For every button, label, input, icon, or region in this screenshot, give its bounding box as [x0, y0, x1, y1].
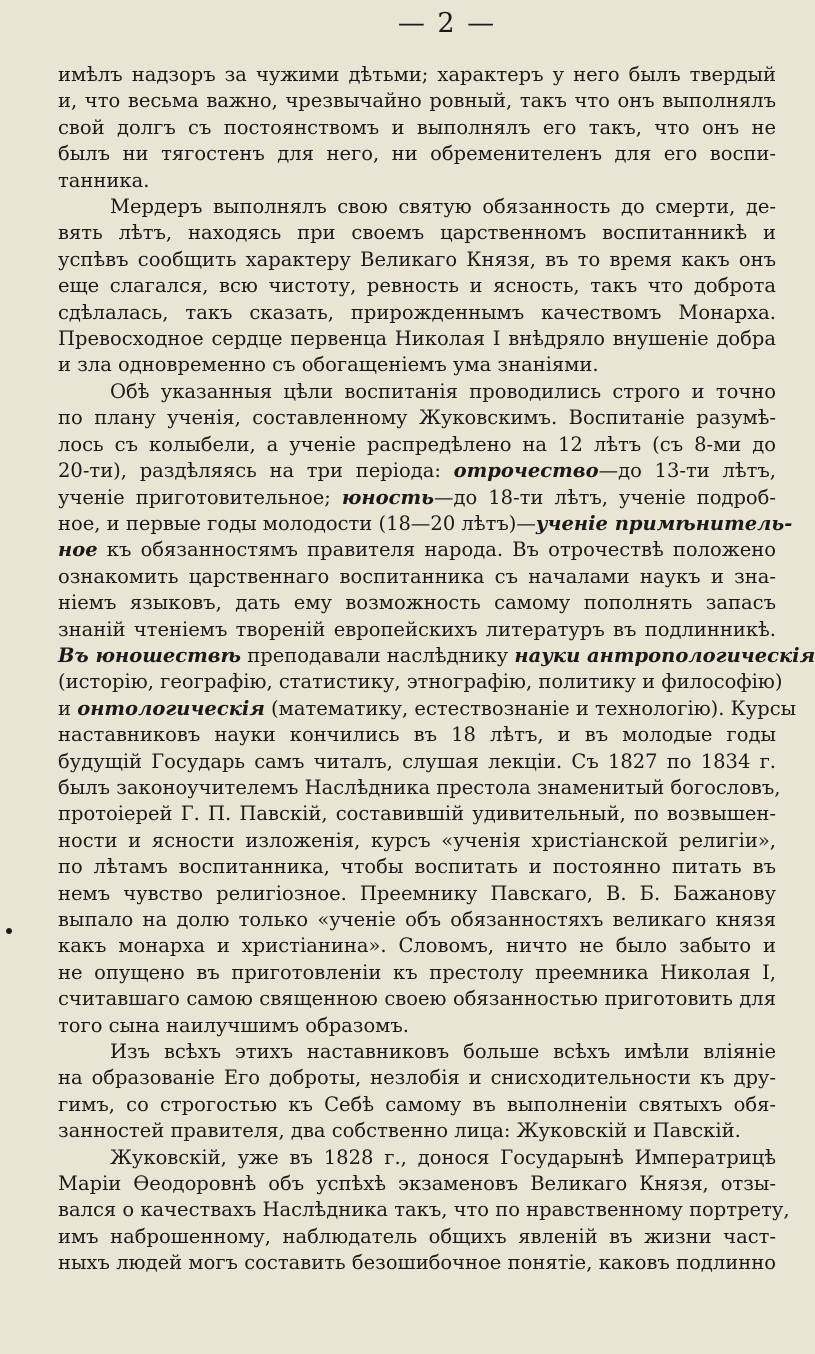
text-line [58, 801, 776, 827]
text-segment: ное, и первые годы молодости (18—20 лѣтъ)— [58, 511, 536, 535]
text-line [58, 168, 776, 194]
text-segment: свой долгъ съ постоянствомъ и выполнялъ его такъ, что онъ не [58, 115, 776, 139]
text-segment: лось съ колыбели, а ученіе распредѣлено на 12 лѣтъ (съ 8-ми до [58, 432, 776, 456]
text-segment: знаній чтеніемъ твореній европейскихъ литературъ въ подлинникѣ. [58, 617, 776, 641]
text-segment: Превосходное сердце первенца Николая I внѣдряло внушеніе добра [58, 327, 776, 351]
text-segment: (математику, естествознаніе и технологію). Курсы [264, 696, 797, 720]
text-segment: Мердеръ выполнялъ свою святую обязанность до смерти, де- [110, 195, 776, 219]
text-line [58, 907, 776, 933]
text-segment: 20-ти), раздѣляясь на три періода: [58, 459, 454, 483]
text-line [58, 141, 776, 167]
emphasized-text: ученіе примѣнитель- [535, 511, 793, 535]
text-segment: считавшаго самою священною своею обязанностью приготовить для [58, 987, 776, 1011]
text-line [58, 1092, 776, 1118]
text-segment: —до 18-ти лѣтъ, ученіе подроб- [433, 485, 776, 509]
text-line [58, 1065, 776, 1091]
body-text [58, 62, 815, 1277]
text-segment: наставниковъ науки кончились въ 18 лѣтъ, и въ молодые годы [58, 723, 776, 747]
text-segment: протоіерей Г. П. Павскій, составившій удивительный, по возвышен- [58, 802, 776, 826]
text-segment: танника. [58, 168, 150, 192]
text-segment: ученіе приготовительное; [58, 485, 342, 509]
text-line [58, 220, 776, 246]
text-line [58, 1224, 776, 1250]
margin-mark [6, 928, 12, 934]
text-segment: еще слагался, всю чистоту, ревность и ясность, такъ что доброта [58, 274, 776, 298]
text-line [58, 854, 776, 880]
text-segment: къ обязанностямъ правителя народа. Въ отрочествѣ положено [97, 538, 776, 562]
text-line [58, 775, 781, 801]
text-segment: занностей правителя, два собственно лица: Жуковскій и Павскій. [58, 1119, 741, 1143]
text-line [58, 458, 776, 484]
text-line [58, 379, 776, 405]
text-segment: Жуковскій, уже въ 1828 г., донося Государынѣ Императрицѣ [110, 1145, 776, 1169]
emphasized-text: ное [58, 538, 98, 562]
text-line [58, 1171, 776, 1197]
emphasized-text: отрочество [453, 459, 599, 483]
text-line [58, 643, 815, 669]
text-segment: по плану ученія, составленному Жуковскимъ. Воспитаніе разумѣ- [58, 406, 776, 430]
text-segment: ніемъ языковъ, дать ему возможность самому пополнять запасъ [58, 591, 776, 615]
emphasized-text: Въ юношествѣ [58, 643, 242, 667]
text-segment: ности и ясности изложенія, курсъ «ученія христіанской религіи», [58, 828, 776, 852]
text-segment: не опущено въ приготовленіи къ престолу преемника Николая I, [58, 960, 776, 984]
text-line [58, 485, 776, 511]
text-line [58, 1145, 776, 1171]
text-line [58, 326, 776, 352]
text-segment: на образованіе Его доброты, незлобія и снисходительности къ дру- [58, 1066, 776, 1090]
text-line [58, 696, 797, 722]
text-segment: того сына наилучшимъ образомъ. [58, 1013, 409, 1037]
text-line [58, 405, 776, 431]
page-number: — 2 — [397, 8, 497, 39]
text-line [58, 1039, 776, 1065]
text-line [58, 960, 776, 986]
text-line [58, 115, 776, 141]
text-line [58, 617, 776, 643]
text-segment: Обѣ указанныя цѣли воспитанія проводились строго и точно [110, 379, 776, 403]
text-line [58, 564, 776, 590]
text-line [58, 432, 776, 458]
text-line [58, 722, 776, 748]
text-line [58, 1118, 776, 1144]
text-segment: успѣвъ сообщить характеру Великаго Князя, въ то время какъ онъ [58, 247, 776, 271]
text-segment: будущій Государь самъ читалъ, слушая лекціи. Съ 1827 по 1834 г. [58, 749, 776, 773]
text-line [58, 590, 776, 616]
text-segment: вался о качествахъ Наслѣдника такъ, что по нравственному портрету, [58, 1198, 790, 1222]
text-segment: какъ монарха и христіанина». Словомъ, ничто не было забыто и [58, 934, 776, 958]
text-segment: ознакомить царственнаго воспитанника съ началами наукъ и зна- [58, 564, 776, 588]
text-segment: Маріи Ѳеодоровнѣ объ успѣхѣ экзаменовъ Великаго Князя, отзы- [58, 1172, 776, 1196]
text-segment: сдѣлалась, такъ сказать, прирожденнымъ качествомъ Монарха. [58, 300, 776, 324]
text-line [58, 247, 776, 273]
text-segment: былъ ни тягостенъ для него, ни обременителенъ для его воспи- [58, 142, 776, 166]
text-line [58, 669, 783, 695]
text-segment: ныхъ людей могъ составить безошибочное понятіе, каковъ подлинно [58, 1251, 776, 1275]
emphasized-text: онтологическія [77, 696, 265, 720]
text-segment: былъ законоучителемъ Наслѣдника престола знаменитый богословъ, [58, 775, 781, 799]
text-line [58, 1197, 790, 1223]
text-segment: (исторію, географію, статистику, этнографію, политику и философію) [58, 670, 783, 694]
emphasized-text: науки антропологическія [514, 643, 815, 667]
text-segment: гимъ, со строгостью къ Себѣ самому въ выполненіи святыхъ обя- [58, 1092, 776, 1116]
text-line [58, 62, 776, 88]
text-line [58, 273, 776, 299]
text-line [58, 1250, 776, 1276]
text-segment: вять лѣтъ, находясь при своемъ царственномъ воспитанникѣ и [58, 221, 776, 245]
text-line [58, 749, 776, 775]
text-line [58, 511, 793, 537]
text-segment: и, что весьма важно, чрезвычайно ровный, такъ что онъ выполнялъ [58, 89, 776, 113]
text-segment: —до 13-ти лѣтъ, [598, 459, 776, 483]
text-line [58, 1013, 776, 1039]
text-segment: и зла одновременно съ обогащеніемъ ума знаніями. [58, 353, 599, 377]
text-line [58, 194, 776, 220]
text-line [58, 933, 776, 959]
text-line [58, 352, 776, 378]
text-line [58, 828, 776, 854]
text-segment: выпало на долю только «ученіе объ обязанностяхъ великаго князя [58, 908, 776, 931]
text-segment: имѣлъ надзоръ за чужими дѣтьми; характеръ у него былъ твердый [58, 63, 776, 86]
text-line [58, 986, 776, 1012]
text-line [58, 537, 776, 563]
text-segment: и [58, 696, 78, 720]
emphasized-text: юность [341, 485, 434, 509]
text-line [58, 881, 776, 907]
text-segment: по лѣтамъ воспитанника, чтобы воспитать и постоянно питать въ [58, 855, 776, 879]
text-segment: немъ чувство религіозное. Преемнику Павскаго, В. Б. Бажанову [58, 881, 776, 905]
text-segment: Изъ всѣхъ этихъ наставниковъ больше всѣхъ имѣли вліяніе [110, 1040, 776, 1064]
text-segment: преподавали наслѣднику [241, 643, 515, 667]
text-line [58, 300, 776, 326]
text-line [58, 88, 776, 114]
text-segment: имъ наброшенному, наблюдатель общихъ явленій въ жизни част- [58, 1224, 776, 1248]
